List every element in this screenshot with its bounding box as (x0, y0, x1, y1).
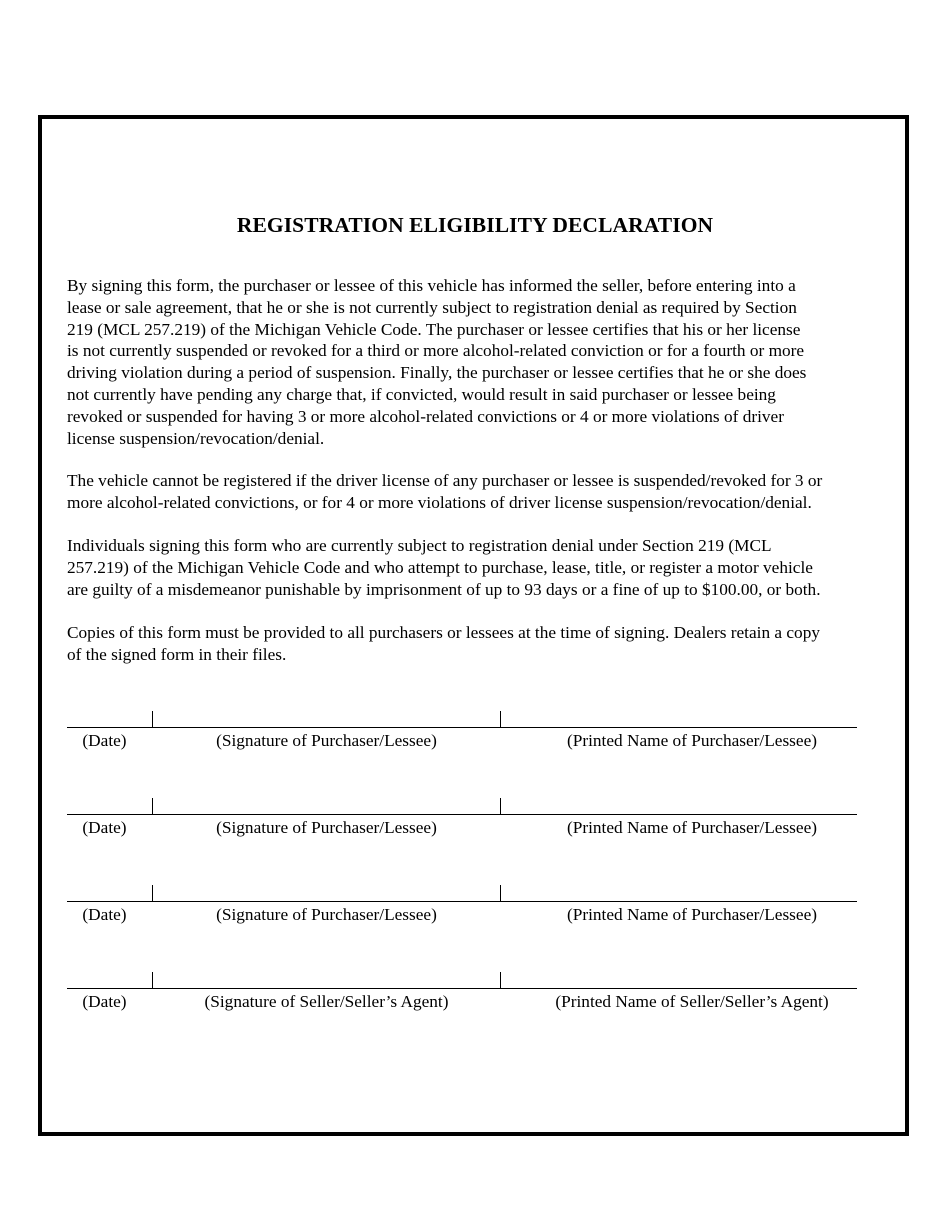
printed-name-label: (Printed Name of Purchaser/Lessee) (566, 818, 817, 837)
penalty-paragraph: Individuals signing this form who are currently subject to registration denial under Section 219 (MCL 257.219) of the Michigan Vehicle Code and who attempt to purchase, lease, title, or register a motor vehicle are guilty of a misdemeanor punishable by imprisonment of up to 93 days or a fine of up to $100.00, or both. (67, 536, 821, 599)
copies-paragraph: Copies of this form must be provided to all purchasers or lessees at the time of signing. Dealers retain a copy of the signed form in their files. (67, 623, 820, 664)
form-title: REGISTRATION ELIGIBILITY DECLARATION (236, 213, 714, 237)
field-divider (500, 798, 501, 814)
signature-row-purchaser-2 (67, 814, 857, 854)
printed-name-label: (Printed Name of Purchaser/Lessee) (566, 905, 817, 924)
registration-restriction-paragraph: The vehicle cannot be registered if the driver license of any purchaser or lessee is suspended/revoked for 3 or more alcohol-related convictions, or for 4 or more violations of driver license suspension/revocation/denial. (67, 471, 823, 512)
field-divider (152, 885, 153, 901)
signature-label: (Signature of Purchaser/Lessee) (216, 818, 437, 837)
field-divider (152, 972, 153, 988)
date-label: (Date) (82, 992, 127, 1011)
field-divider (152, 798, 153, 814)
printed-name-label: (Printed Name of Purchaser/Lessee) (566, 731, 817, 750)
field-divider (500, 885, 501, 901)
signature-row-seller (67, 988, 857, 1028)
field-divider (500, 972, 501, 988)
printed-name-label: (Printed Name of Seller/Seller’s Agent) (555, 992, 829, 1011)
date-label: (Date) (82, 905, 127, 924)
signature-line[interactable] (67, 814, 857, 815)
eligibility-paragraph: By signing this form, the purchaser or lessee of this vehicle has informed the seller, before entering into a lease or sale agreement, that he or she is not currently subject to registration denial as required by Section 219 (MCL 257.219) of the Michigan Vehicle Code. The purchaser or lessee certifies that his or her license is not currently suspended or revoked for a third or more alcohol-related conviction or for a fourth or more driving violation during a period of suspension. Finally, the purchaser or lessee certifies that he or she does not currently have pending any charge that, if convicted, would result in said purchaser or lessee being revoked or suspended for having 3 or more alcohol-related convictions or 4 or more violations of driver license suspension/revocation/denial. (67, 276, 807, 448)
field-divider (500, 711, 501, 727)
signature-line[interactable] (67, 901, 857, 902)
signature-label: (Signature of Seller/Seller’s Agent) (204, 992, 449, 1011)
signature-line[interactable] (67, 988, 857, 989)
date-label: (Date) (82, 818, 127, 837)
signature-line[interactable] (67, 727, 857, 728)
signature-label: (Signature of Purchaser/Lessee) (216, 905, 437, 924)
signature-label: (Signature of Purchaser/Lessee) (216, 731, 437, 750)
signature-row-purchaser-1 (67, 727, 857, 767)
field-divider (152, 711, 153, 727)
date-label: (Date) (82, 731, 127, 750)
signature-row-purchaser-3 (67, 901, 857, 941)
